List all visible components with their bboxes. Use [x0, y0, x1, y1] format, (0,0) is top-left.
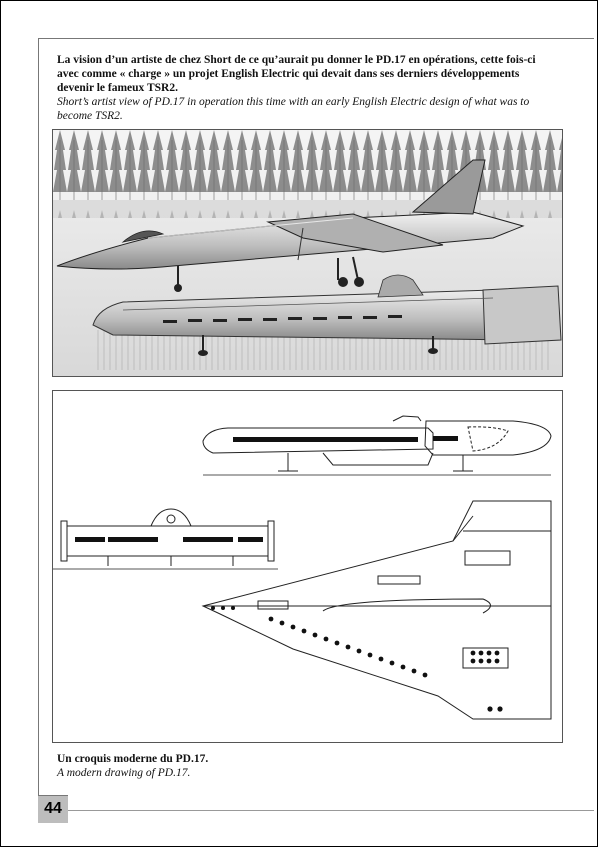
caption-bottom [57, 752, 557, 780]
artist-painting [52, 129, 563, 377]
modern-drawing [52, 390, 563, 743]
page-number: 44 [44, 800, 62, 817]
caption-top-french: La vision d’un artiste de chez Short de ce qu’aurait pu donner le PD.17 en opérations, cette fois-ci avec comme « charge » un projet English Electric qui devait dans ses derniers développements devenir le fameux TSR2. [57, 54, 536, 94]
page-number-box [38, 795, 68, 823]
caption-bottom-french: Un croquis moderne du PD.17. [57, 753, 209, 765]
caption-top [57, 53, 557, 123]
plan-view [203, 501, 551, 719]
side-view [203, 416, 551, 475]
drawing-illustration [53, 391, 563, 743]
footer-rule [68, 810, 594, 811]
front-view-intakes [75, 537, 263, 542]
painting-illustration [53, 130, 563, 377]
plan-view-ports [211, 606, 503, 712]
caption-bottom-english: A modern drawing of PD.17. [57, 767, 191, 779]
side-view-intakes [233, 436, 458, 442]
caption-top-english: Short’s artist view of PD.17 in operation this time with an early English Electric design of what was to become TSR2. [57, 96, 530, 122]
